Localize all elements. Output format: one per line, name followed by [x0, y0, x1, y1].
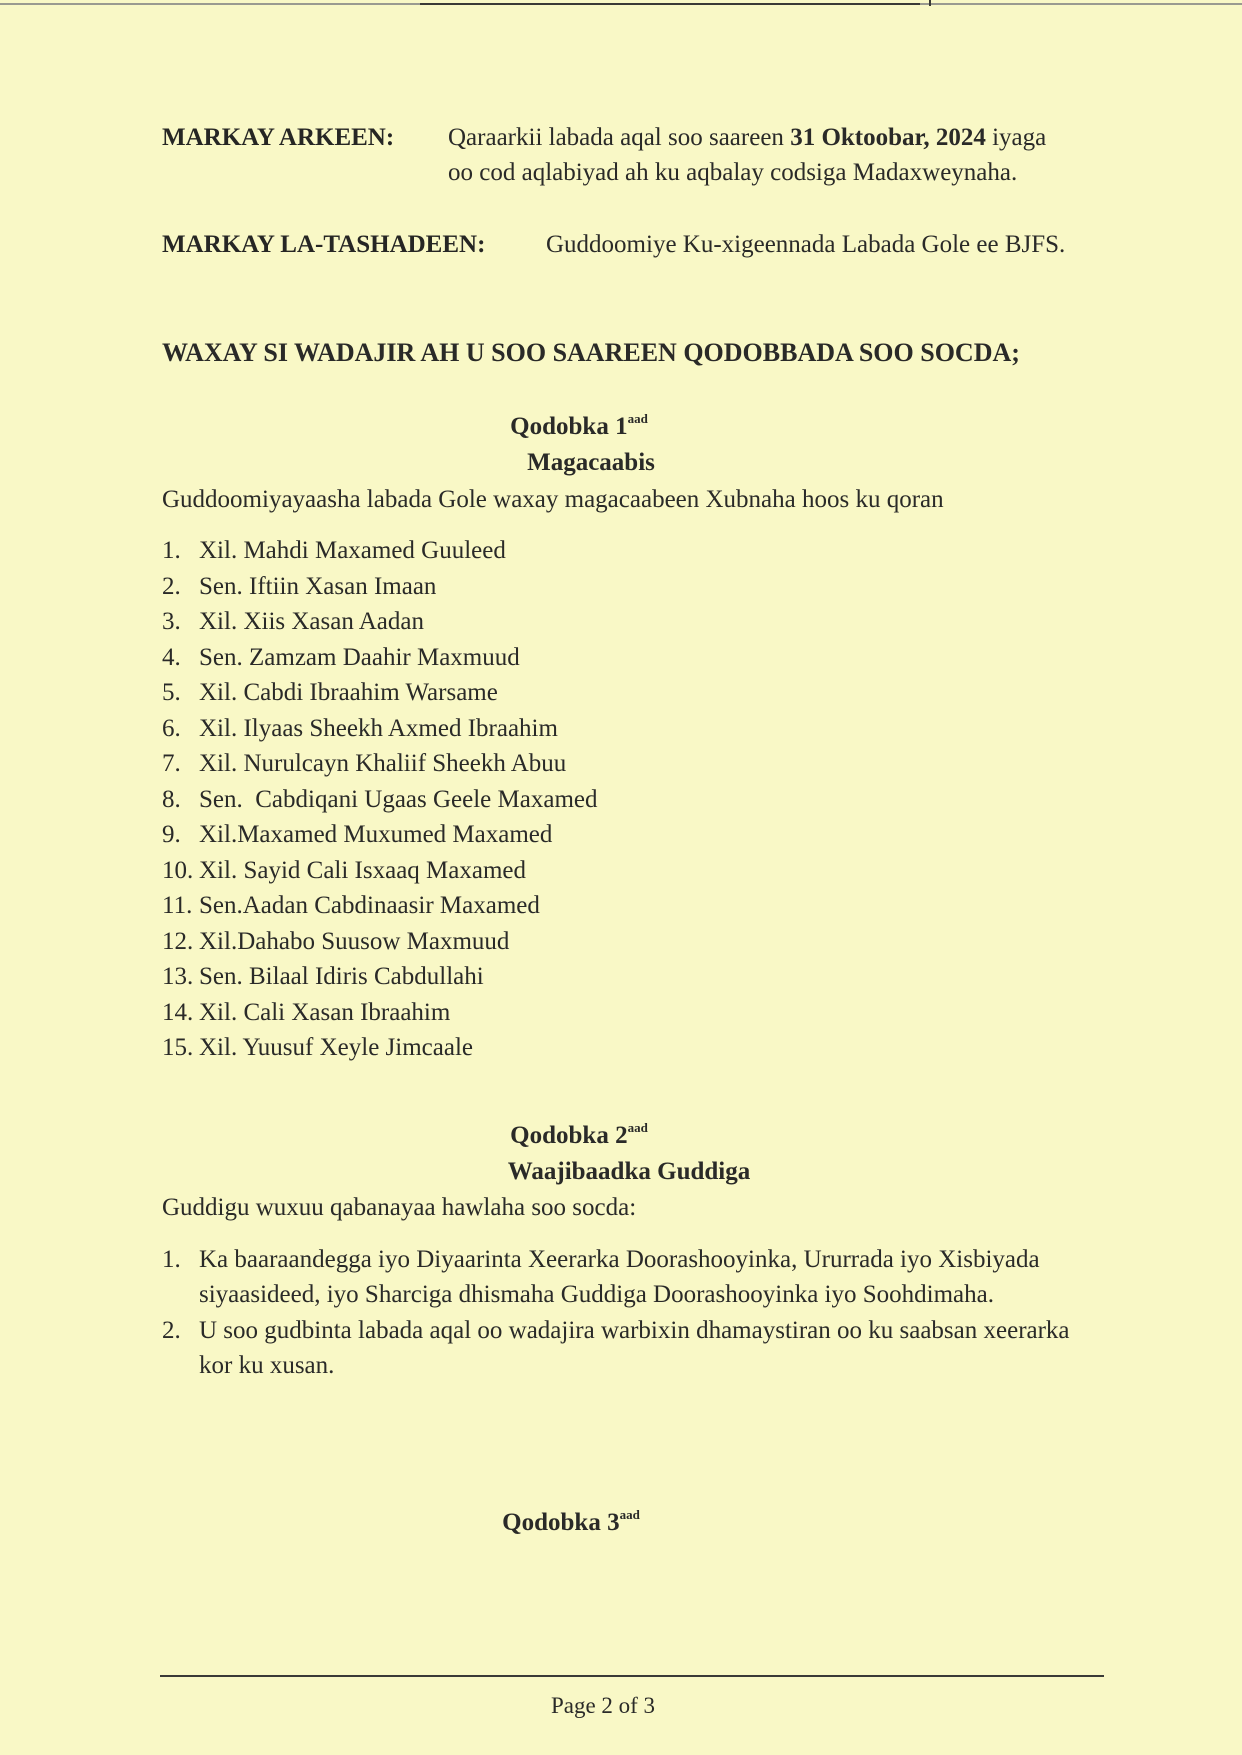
member-name: Sen. Iftiin Xasan Imaan	[199, 572, 437, 600]
article3-heading: Qodobka $3^{aad}$	[502, 1507, 640, 1536]
list-number: 11.	[162, 892, 193, 919]
member-name: Xil. Ilyaas Sheekh Axmed Ibraahim	[199, 714, 558, 742]
list-number: 8.	[162, 785, 181, 813]
arkeen-text-before: Qaraarkii labada aqal soo saareen	[448, 124, 791, 151]
member-name: Sen. Zamzam Daahir Maxmuud	[199, 643, 520, 671]
article2-heading: Qodobka $2^{aad}$	[510, 1120, 648, 1149]
list-item	[162, 640, 598, 676]
member-name: Xil. Cali Xasan Ibraahim	[199, 998, 451, 1026]
member-name: Xil.Maxamed Muxumed Maxamed	[199, 821, 553, 848]
list-number: 3.	[162, 608, 181, 635]
member-name: Xil. Mahdi Maxamed Guuleed	[199, 537, 506, 564]
article2-intro: Guddigu wuxuu qabanayaa hawlaha soo socda:	[162, 1194, 637, 1221]
list-item	[162, 959, 598, 995]
duty-text: U soo gudbinta labada aqal oo wadajira warbixin dhamaystiran oo ku saabsan xeerarka kor ku xusan.	[199, 1317, 1070, 1379]
list-number: 13.	[162, 963, 194, 990]
top-border-line-dark	[420, 3, 920, 5]
list-item	[162, 1313, 1092, 1383]
list-item	[162, 569, 598, 605]
list-item	[162, 853, 598, 889]
list-number: 7.	[162, 750, 181, 777]
member-name: Xil. Yuusuf Xeyle Jimcaale	[199, 1034, 473, 1061]
list-item	[162, 1242, 1092, 1312]
declaration-heading: WAXAY SI WADAJIR AH U SOO SAAREEN QODOBBADA SOO SOCDA;	[162, 338, 1020, 367]
list-item	[162, 817, 598, 853]
article2-title: Waajibaadka Guddiga	[507, 1158, 751, 1185]
arkeen-text	[448, 120, 1148, 190]
page-number: Page 2 of 3	[550, 1693, 656, 1718]
member-name: Sen. Cabdiqani Ugaas Geele Maxamed	[199, 785, 598, 813]
article1-suffix: aad	[627, 411, 648, 426]
list-item	[162, 746, 598, 782]
article1-title: Magacaabis	[527, 449, 655, 476]
list-item	[162, 604, 598, 640]
top-tick-mark	[929, 0, 931, 6]
member-name: Sen. Bilaal Idiris Cabdullahi	[199, 963, 484, 990]
list-item	[162, 1030, 598, 1066]
list-number: 2.	[162, 572, 181, 600]
list-item	[162, 888, 598, 924]
list-number: 14.	[162, 998, 194, 1026]
list-number: 15.	[162, 1034, 194, 1061]
list-number: 6.	[162, 714, 181, 742]
members-list	[162, 533, 598, 1066]
list-item	[162, 533, 598, 569]
list-number: 4.	[162, 643, 181, 671]
list-number: 2.	[162, 1317, 181, 1344]
list-item	[162, 782, 598, 818]
article1-heading: Qodobka $1^{aad}$	[510, 411, 648, 440]
arkeen-label: MARKAY ARKEEN:	[162, 124, 395, 151]
member-name: Xil. Cabdi Ibraahim Warsame	[199, 679, 498, 706]
tashadeen-text: Guddoomiye Ku-xigeennada Labada Gole ee BJFS.	[546, 231, 1066, 258]
list-item	[162, 924, 598, 960]
list-number: 10.	[162, 856, 194, 884]
list-number: 1.	[162, 1246, 181, 1273]
member-name: Xil. Sayid Cali Isxaaq Maxamed	[199, 856, 527, 884]
list-number: 5.	[162, 679, 181, 706]
list-number: 9.	[162, 821, 181, 848]
member-name: Xil. Xiis Xasan Aadan	[199, 608, 424, 635]
list-number: 1.	[162, 537, 181, 564]
arkeen-text-after: iyaga	[985, 124, 1047, 151]
article1-intro: Guddoomiyayaasha labada Gole waxay magacaabeen Xubnaha hoos ku qoran	[162, 486, 944, 513]
tashadeen-label: MARKAY LA-TASHADEEN:	[162, 231, 486, 258]
list-item	[162, 711, 598, 747]
article2-suffix: aad	[627, 1120, 648, 1135]
arkeen-text-line2: oo cod aqlabiyad ah ku aqbalay codsiga Madaxweynaha.	[448, 159, 1018, 186]
duty-text: Ka baaraandegga iyo Diyaarinta Xeerarka Doorashooyinka, Ururrada iyo Xisbiyada siyaasideed, iyo Sharciga dhismaha Guddiga Doorashooyinka iyo Soohdimaha.	[199, 1246, 1040, 1308]
list-item	[162, 995, 598, 1031]
article3-suffix: aad	[619, 1507, 640, 1522]
member-name: Sen.Aadan Cabdinaasir Maxamed	[199, 892, 540, 919]
arkeen-date: 31 Oktoobar, 2024	[790, 124, 986, 151]
footer-divider	[160, 1675, 1104, 1677]
duties-list	[162, 1242, 1092, 1384]
list-item	[162, 675, 598, 711]
list-number: 12.	[162, 927, 194, 955]
member-name: Xil. Nurulcayn Khaliif Sheekh Abuu	[199, 750, 567, 777]
member-name: Xil.Dahabo Suusow Maxmuud	[199, 927, 510, 955]
